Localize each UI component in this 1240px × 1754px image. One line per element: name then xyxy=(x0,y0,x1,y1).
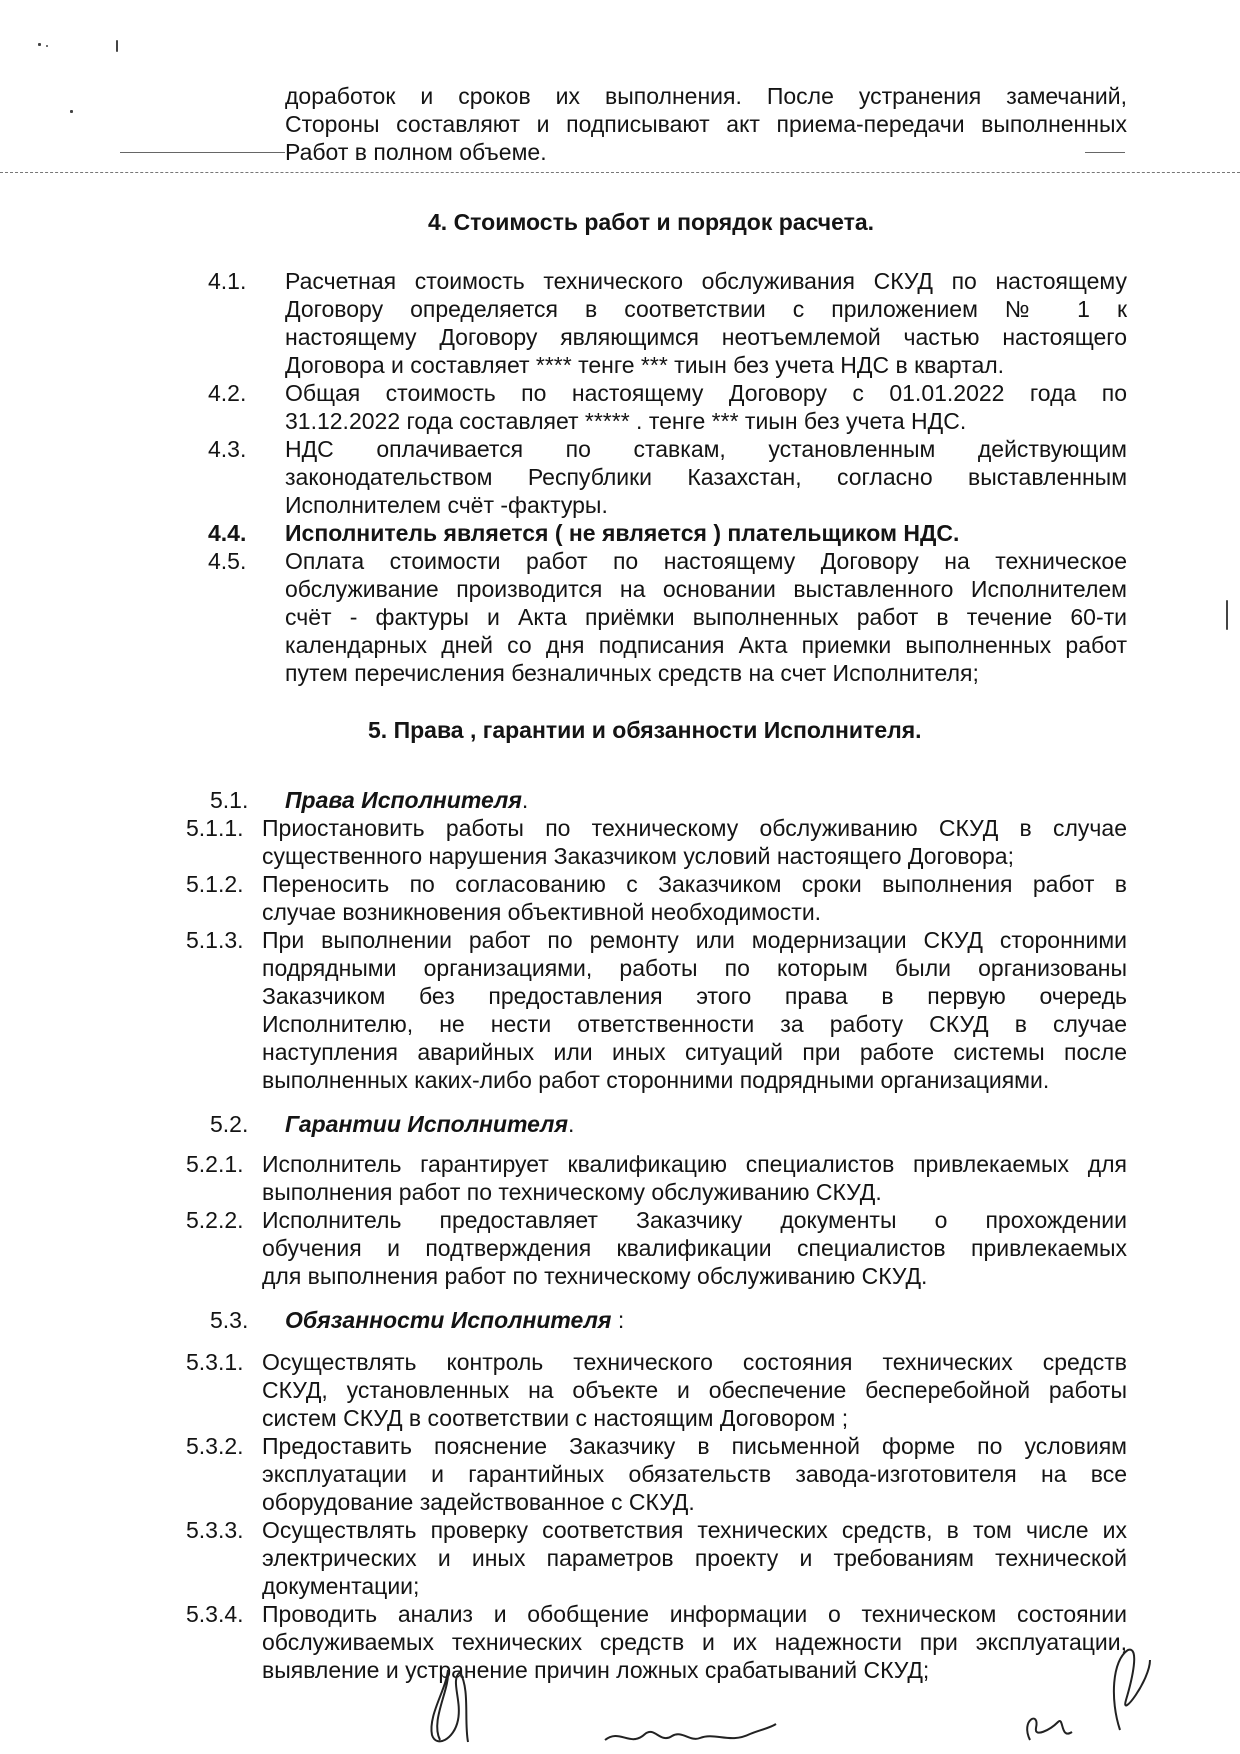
clause-4-3-line: законодательством Республики Казахстан, согласно выставленным xyxy=(285,464,1127,490)
scan-rule xyxy=(120,152,285,153)
handwritten-initials-center xyxy=(600,1720,780,1750)
clause-number: 5.3.4. xyxy=(186,1601,244,1627)
clause-5-3-1-line: СКУД, установленных на объекте и обеспечение бесперебойной работы xyxy=(262,1377,1127,1403)
clause-4-5-line: обслуживание производится на основании выставленного Исполнителем xyxy=(285,576,1127,602)
scan-rule xyxy=(1085,152,1125,153)
clause-number: 5.3.1. xyxy=(186,1349,244,1375)
clause-number: 5.1.2. xyxy=(186,871,244,897)
clause-4-5-line: счёт - фактуры и Акта приёмки выполненных работ в течение 60-ти xyxy=(285,604,1127,630)
scan-speck xyxy=(46,45,48,47)
clause-5-3-3-line: электрических и иных параметров проекту и требованиям технической xyxy=(262,1545,1127,1571)
subsection-5-1-title xyxy=(285,786,528,814)
subsection-number: 5.1. xyxy=(210,787,249,813)
clause-number: 4.4. xyxy=(208,520,247,546)
clause-5-3-4-line: Проводить анализ и обобщение информации о техническом состоянии xyxy=(262,1601,1127,1627)
subsection-suffix: . xyxy=(568,1111,575,1137)
subsection-number: 5.3. xyxy=(210,1307,249,1333)
clause-5-2-1-line: выполнения работ по техническому обслуживанию СКУД. xyxy=(262,1179,882,1205)
handwritten-signature-right xyxy=(1000,1640,1170,1750)
subsection-number: 5.2. xyxy=(210,1111,249,1137)
clause-number: 5.3.2. xyxy=(186,1433,244,1459)
scan-speck xyxy=(116,40,118,52)
clause-4-4-line: Исполнитель является ( не является ) плательщиком НДС. xyxy=(285,520,960,546)
section-4-title: 4. Стоимость работ и порядок расчета. xyxy=(428,209,875,235)
clause-5-1-3-line: При выполнении работ по ремонту или модернизации СКУД сторонними xyxy=(262,927,1127,953)
clause-5-3-1-line: Осуществлять контроль технического состояния технических средств xyxy=(262,1349,1127,1375)
scan-speck xyxy=(70,110,73,113)
clause-4-1-line: Договора и составляет **** тенге *** тиын без учета НДС в квартал. xyxy=(285,352,1005,378)
subsection-title: Обязанности Исполнителя xyxy=(285,1307,612,1333)
clause-5-1-1-line: Приостановить работы по техническому обслуживанию СКУД в случае xyxy=(262,815,1127,841)
clause-4-3-line: Исполнителем счёт -фактуры. xyxy=(285,492,608,518)
clause-number: 5.1.3. xyxy=(186,927,244,953)
clause-number: 5.2.2. xyxy=(186,1207,244,1233)
clause-5-1-3-line: подрядными организациями, работы по которым были организованы xyxy=(262,955,1127,981)
clause-5-3-2-line: эксплуатации и гарантийных обязательств завода-изготовителя на все xyxy=(262,1461,1127,1487)
clause-number: 5.1.1. xyxy=(186,815,244,841)
clause-number: 4.5. xyxy=(208,548,247,574)
subsection-5-2-title xyxy=(285,1110,574,1138)
clause-number: 4.1. xyxy=(208,268,247,294)
clause-4-1-line: настоящему Договору являющимся неотъемлемой частью настоящего xyxy=(285,324,1127,350)
clause-5-2-2-line: обучения и подтверждения квалификации специалистов привлекаемых xyxy=(262,1235,1127,1261)
clause-number: 5.2.1. xyxy=(186,1151,244,1177)
clause-5-3-2-line: Предоставить пояснение Заказчику в письменной форме по условиям xyxy=(262,1433,1127,1459)
clause-5-1-2-line: Переносить по согласованию с Заказчиком сроки выполнения работ в xyxy=(262,871,1127,897)
section-5-title: 5. Права , гарантии и обязанности Исполнителя. xyxy=(368,717,922,743)
clause-4-5-line: Оплата стоимости работ по настоящему Договору на техническое xyxy=(285,548,1127,574)
clause-5-3-2-line: оборудование задействованное с СКУД. xyxy=(262,1489,695,1515)
clause-5-3-4-line: выявление и устранение причин ложных срабатываний СКУД; xyxy=(262,1657,930,1683)
subsection-title: Права Исполнителя xyxy=(285,787,522,813)
subsection-suffix: . xyxy=(521,787,529,813)
clause-5-1-3-line: Исполнителю, не нести ответственности за работу СКУД в случае xyxy=(262,1011,1127,1037)
handwritten-initials-left xyxy=(420,1660,500,1750)
clause-5-3-4-line: обслуживаемых технических средств и их надежности при эксплуатации, xyxy=(262,1629,1127,1655)
clause-5-2-2-line: Исполнитель предоставляет Заказчику документы о прохождении xyxy=(262,1207,1127,1233)
intro-line-1: доработок и сроков их выполнения. После устранения замечаний, xyxy=(285,83,1127,109)
clause-5-1-2-line: случае возникновения объективной необходимости. xyxy=(262,899,822,925)
clause-5-1-3-line: Заказчиком без предоставления этого права в первую очередь xyxy=(262,983,1127,1009)
clause-5-3-3-line: Осуществлять проверку соответствия технических средств, в том числе их xyxy=(262,1517,1127,1543)
page-break-rule xyxy=(0,172,1240,173)
subsection-suffix: : xyxy=(611,1307,625,1333)
clause-4-2-line: Общая стоимость по настоящему Договору с 01.01.2022 года по xyxy=(285,380,1127,406)
clause-4-2-line: 31.12.2022 года составляет ***** . тенге *** тиын без учета НДС. xyxy=(285,408,967,434)
clause-4-5-line: календарных дней со дня подписания Акта приемки выполненных работ xyxy=(285,632,1127,658)
clause-4-3-line: НДС оплачивается по ставкам, установленным действующим xyxy=(285,436,1127,462)
clause-5-1-3-line: выполненных каких-либо работ сторонними подрядными организациями. xyxy=(262,1067,1050,1093)
clause-5-3-1-line: систем СКУД в соответствии с настоящим Договором ; xyxy=(262,1405,849,1431)
scan-speck xyxy=(38,43,41,46)
clause-number: 5.3.3. xyxy=(186,1517,244,1543)
clause-5-1-1-line: существенного нарушения Заказчиком условий настоящего Договора; xyxy=(262,843,1014,869)
clause-number: 4.2. xyxy=(208,380,247,406)
clause-5-2-1-line: Исполнитель гарантирует квалификацию специалистов привлекаемых для xyxy=(262,1151,1127,1177)
subsection-title: Гарантии Исполнителя xyxy=(285,1111,569,1137)
scan-speck xyxy=(1226,600,1228,630)
clause-5-2-2-line: для выполнения работ по техническому обслуживанию СКУД. xyxy=(262,1263,928,1289)
clause-5-3-3-line: документации; xyxy=(262,1573,420,1599)
clause-5-1-3-line: наступления аварийных или иных ситуаций при работе системы после xyxy=(262,1039,1127,1065)
clause-number: 4.3. xyxy=(208,436,247,462)
clause-4-5-line: путем перечисления безналичных средств на счет Исполнителя; xyxy=(285,660,979,686)
clause-4-1-line: Расчетная стоимость технического обслуживания СКУД по настоящему xyxy=(285,268,1127,294)
intro-line-2: Стороны составляют и подписывают акт приема-передачи выполненных xyxy=(285,111,1127,137)
subsection-5-3-title xyxy=(285,1306,624,1334)
intro-line-3: Работ в полном объеме. xyxy=(285,139,547,165)
clause-4-1-line: Договору определяется в соответствии с приложением № 1 к xyxy=(285,296,1127,322)
